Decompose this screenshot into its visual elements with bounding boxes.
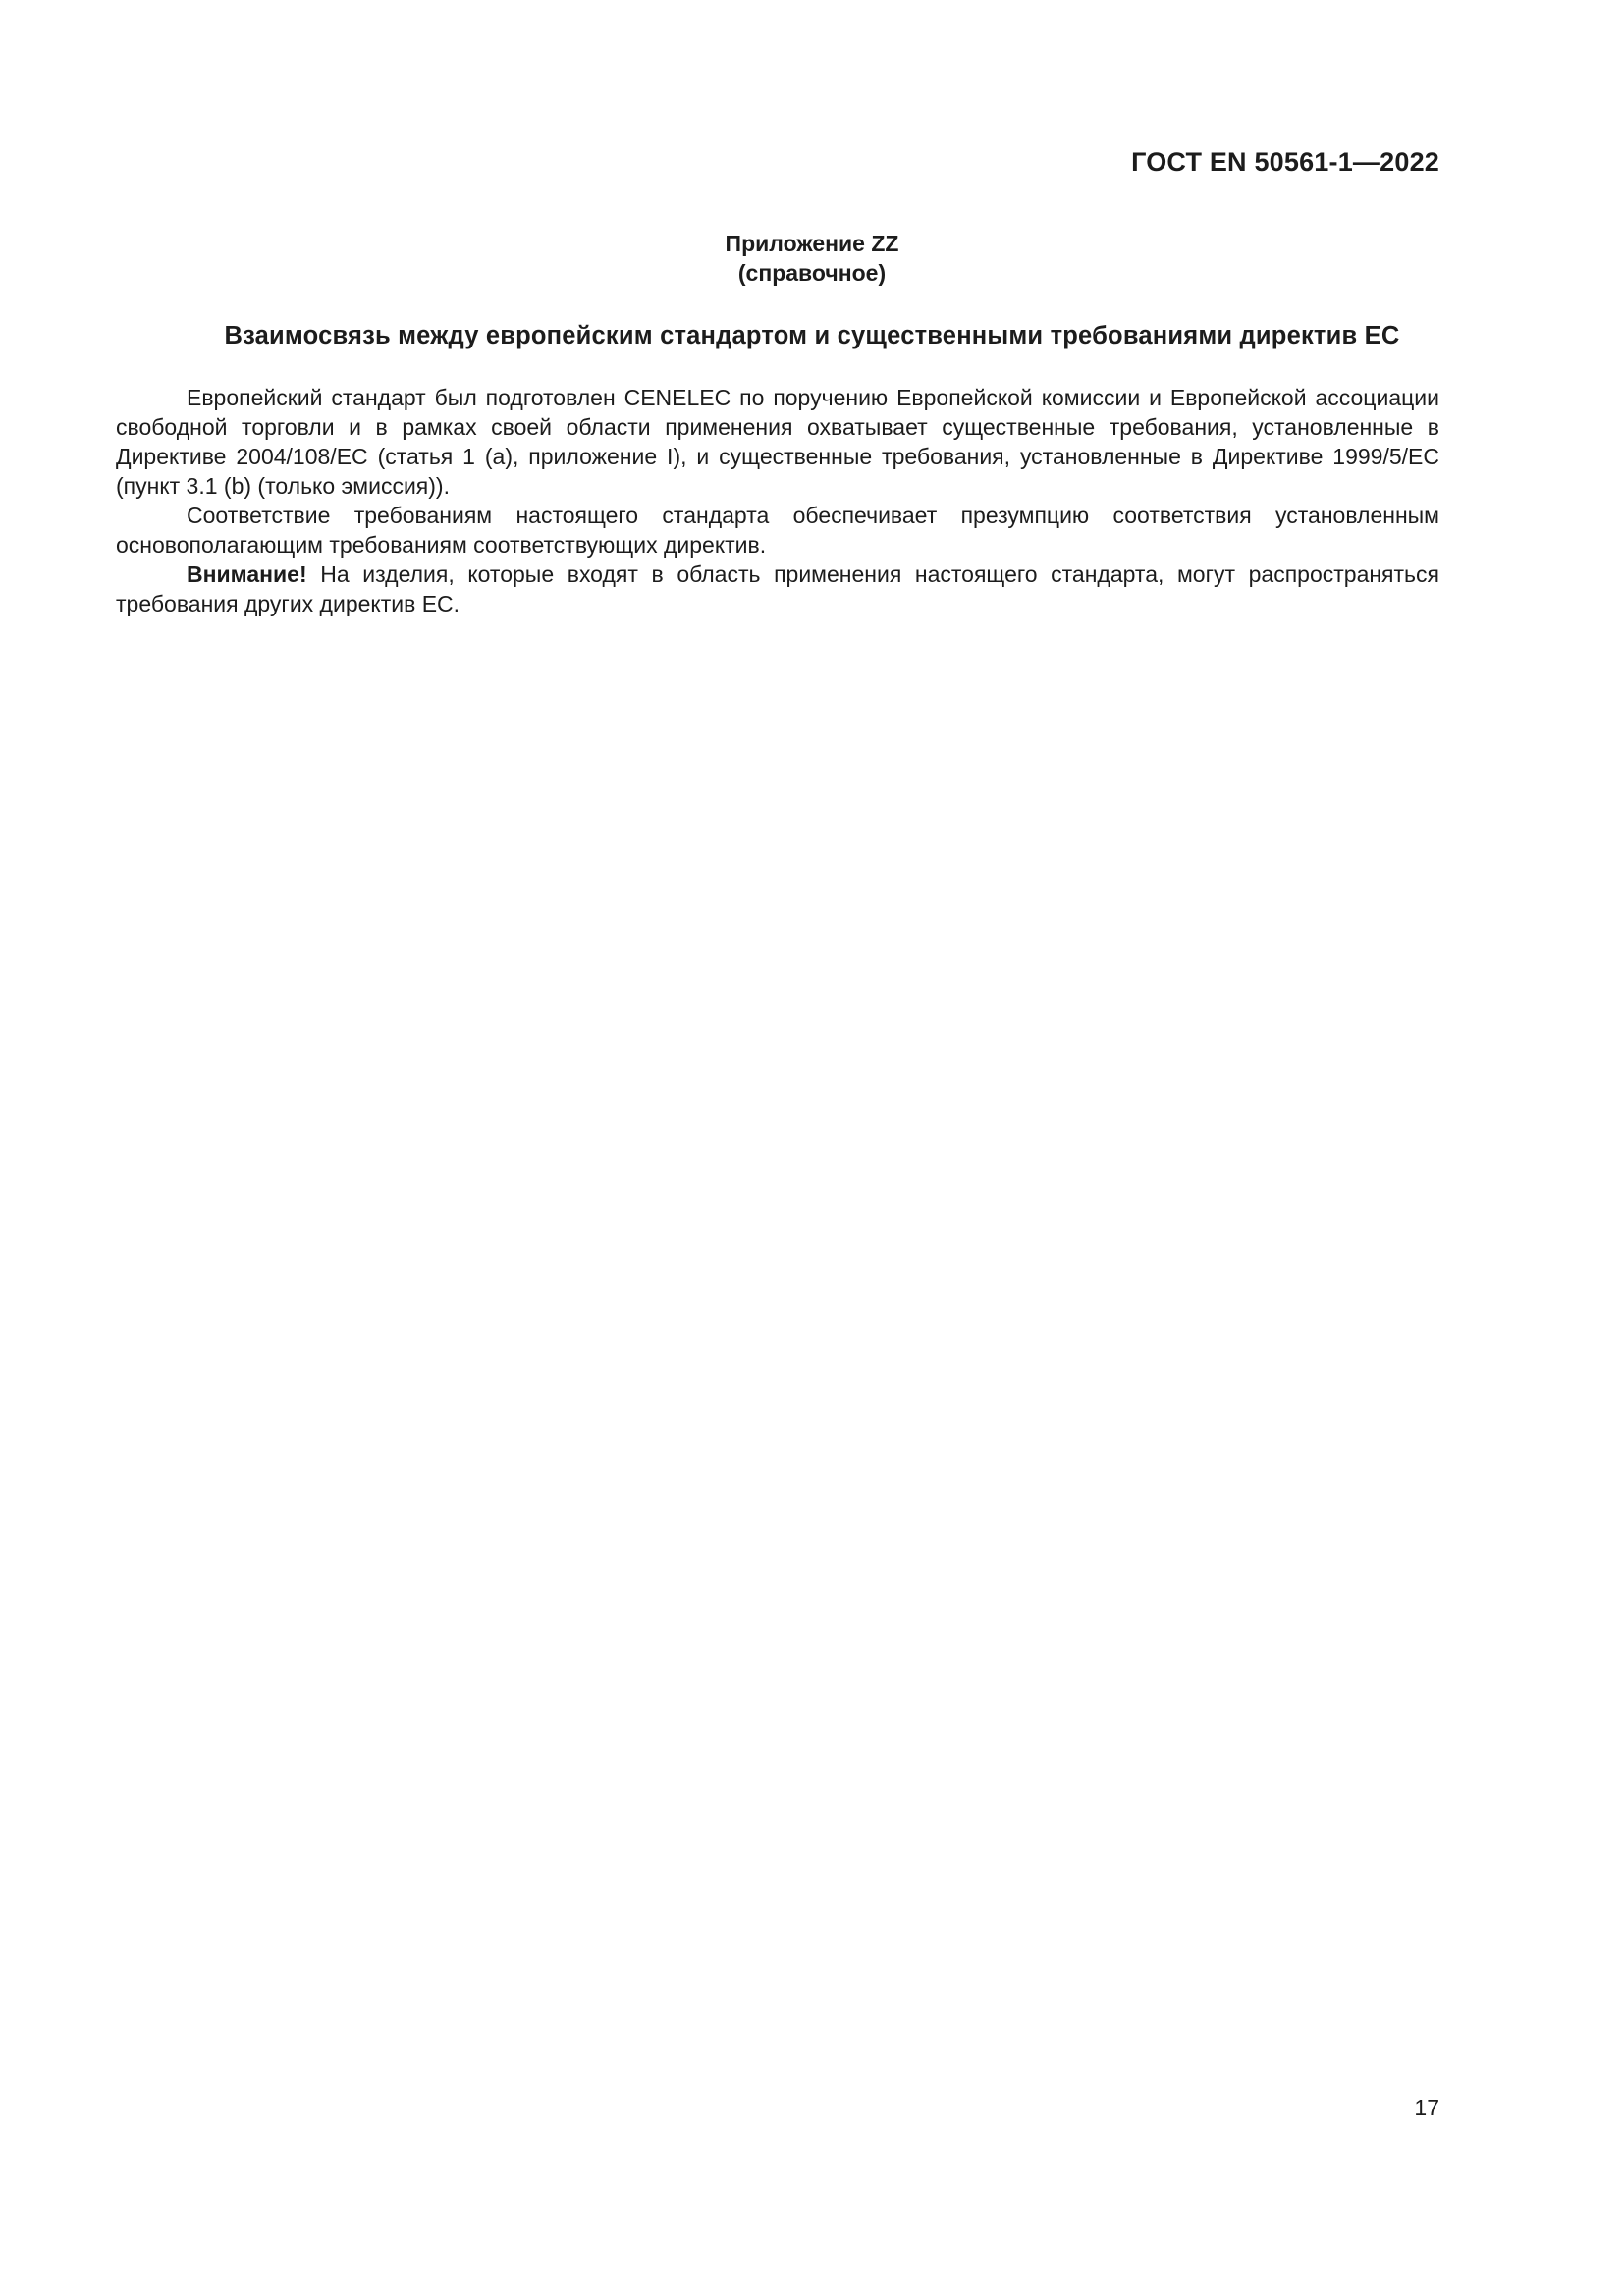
annex-title: Приложение ZZ	[725, 231, 899, 256]
warning-text: На изделия, которые входят в область применения настоящего стандарта, могут распространяться требования других директив ЕС.	[116, 561, 1439, 616]
section-heading: Взаимосвязь между европейским стандартом и существенными требованиями директив ЕС	[224, 322, 1400, 349]
paragraph-scope: Европейский стандарт был подготовлен CENELEC по поручению Европейской комиссии и Европейской ассоциации свободной торговли и в рамках своей области применения охватывает существенные требования, установленные в Директиве 2004/108/ЕС (статья 1 (а), приложение I), и существенные требования, установленные в Директиве 1999/5/ЕС (пункт 3.1 (b) (только эмиссия)).	[116, 385, 1439, 499]
document-code-header: ГОСТ EN 50561-1—2022	[1131, 147, 1439, 177]
annex-status: (справочное)	[737, 260, 887, 286]
body-text	[116, 383, 1439, 618]
paragraph-warning	[116, 560, 1439, 618]
warning-label: Внимание!	[187, 561, 307, 587]
page-number: 17	[1414, 2095, 1439, 2120]
paragraph-conformity: Соответствие требованиям настоящего стандарта обеспечивает презумпцию соответствия установленным основополагающим требованиям соответствующих директив.	[116, 503, 1439, 558]
annex-heading	[0, 229, 1624, 288]
